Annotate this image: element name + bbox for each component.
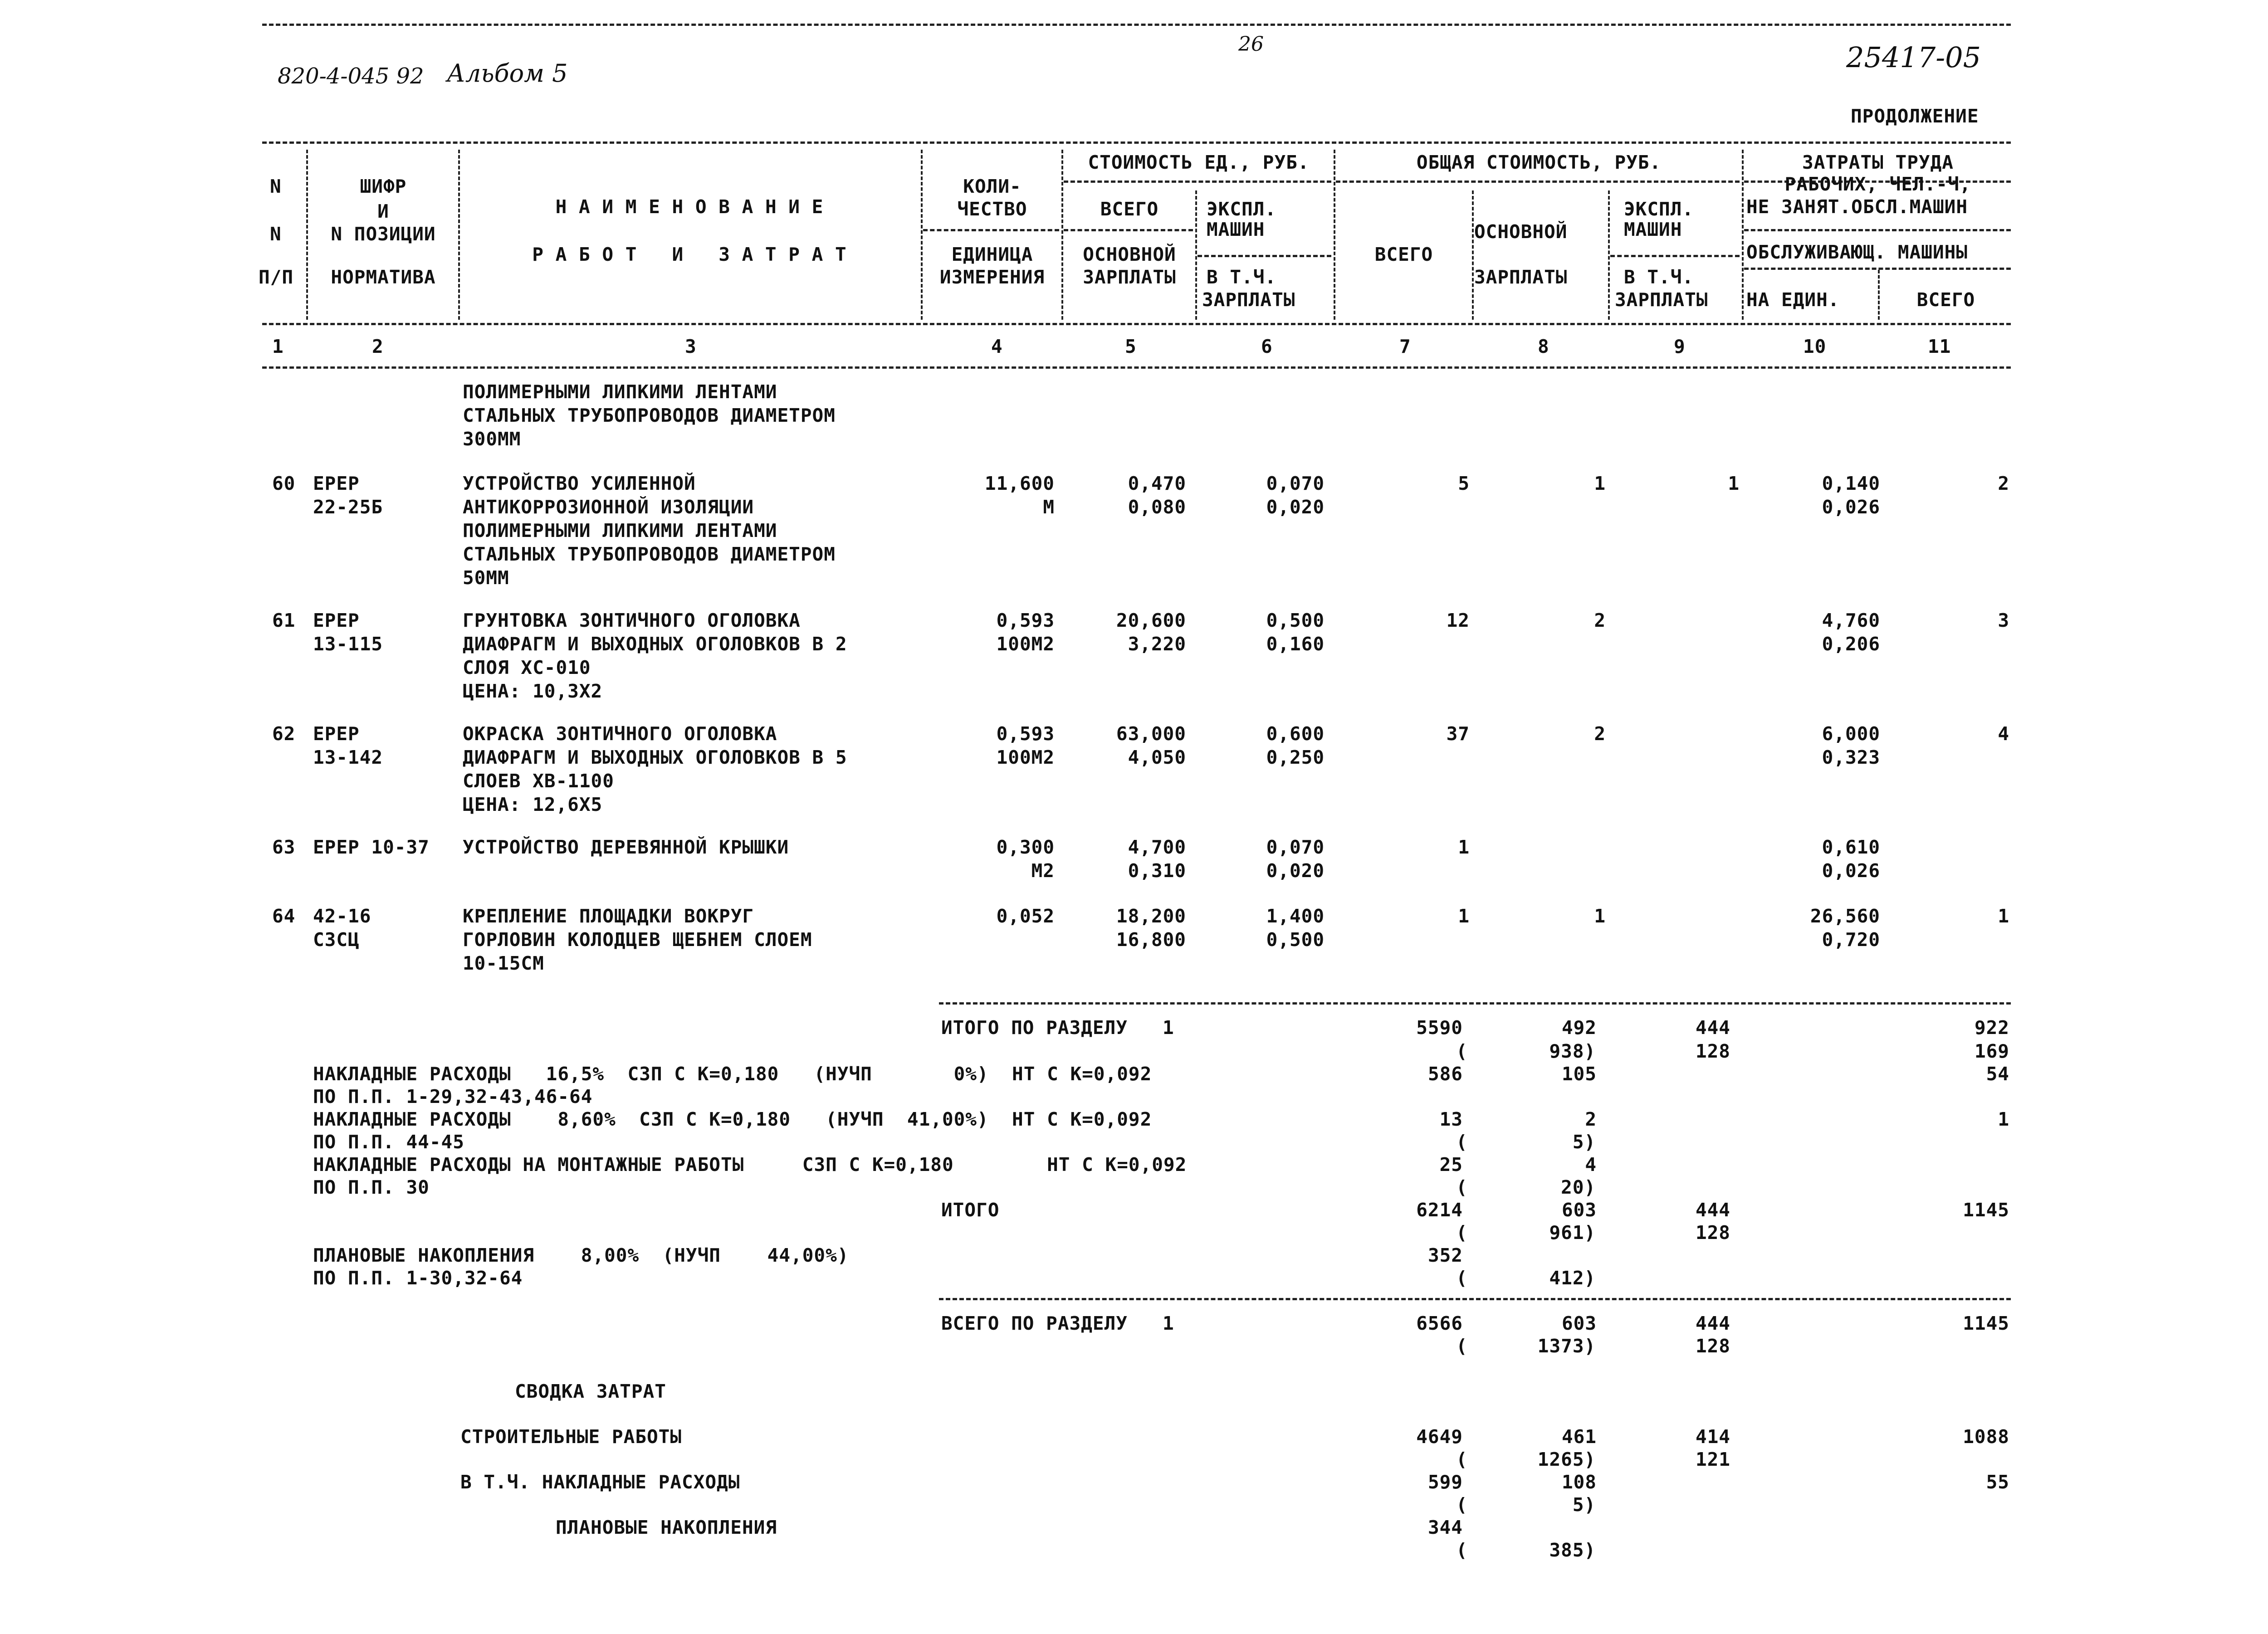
unit-cost-wage: 0,310 <box>1128 860 1186 882</box>
item-number: 64 <box>272 905 296 927</box>
col9-header: ЗАРПЛАТЫ <box>1615 289 1708 311</box>
total-cost: 1 <box>1458 836 1470 858</box>
overhead-scope: ПО П.П. 1-29,32-43,46-64 <box>313 1086 593 1107</box>
total-machines: 444 <box>1695 1312 1730 1334</box>
total-cost: 6566 <box>1416 1312 1463 1334</box>
total-cost: 599 <box>1427 1471 1463 1493</box>
labor-total: 1088 <box>1963 1426 2009 1448</box>
overhead-scope: ПО П.П. 44-45 <box>313 1131 464 1153</box>
total-wage-extra: ( 961) <box>1456 1222 1596 1244</box>
total-machines: 444 <box>1695 1017 1730 1039</box>
item-name-line: СТАЛЬНЫХ ТРУБОПРОВОДОВ ДИАМЕТРОМ <box>463 543 836 565</box>
unit-cost-wage: 3,220 <box>1128 633 1186 655</box>
col-sep <box>921 150 923 320</box>
col-number: 9 <box>1674 336 1686 357</box>
labor-total: 1145 <box>1963 1199 2009 1221</box>
labor-total: 922 <box>1974 1017 2009 1039</box>
unit-cost-wage: 0,080 <box>1128 496 1186 518</box>
col8-header: ОСНОВНОЙ <box>1474 221 1568 243</box>
unit-cost-total: 20,600 <box>1116 610 1186 631</box>
total-cost: 352 <box>1427 1244 1463 1266</box>
unit: 100М2 <box>996 633 1055 655</box>
item-name-line: ЦЕНА: 10,3Х2 <box>463 680 603 702</box>
item-code: ЕРЕР <box>313 610 360 631</box>
total-wage: 461 <box>1561 1426 1597 1448</box>
labor-total: 1 <box>1998 905 2009 927</box>
col-number: 5 <box>1125 336 1137 357</box>
col1-header: П/П <box>259 266 294 288</box>
item-name-line: 10-15СМ <box>463 952 544 974</box>
col6-header: В Т.Ч. <box>1207 266 1277 288</box>
col6-header: ЭКСПЛ. <box>1207 198 1277 220</box>
col-sep <box>1195 190 1197 320</box>
labor-total-service: 169 <box>1974 1040 2009 1062</box>
unit-cost-machines-wage: 0,020 <box>1266 496 1325 518</box>
unit: М <box>1043 496 1055 518</box>
total-cost: 25 <box>1439 1154 1463 1176</box>
total-wage: 1 <box>1594 905 1606 927</box>
labor-total: 55 <box>1986 1471 2009 1493</box>
item-name-line: ГРУНТОВКА ЗОНТИЧНОГО ОГОЛОВКА <box>463 610 801 631</box>
section-total-label: ИТОГО ПО РАЗДЕЛУ 1 <box>941 1017 1174 1039</box>
labor-per-unit: 0,140 <box>1822 473 1880 494</box>
total-machines: 414 <box>1695 1426 1730 1448</box>
header-bottom-rule <box>262 366 2011 369</box>
item-name-line: ГОРЛОВИН КОЛОДЦЕВ ЩЕБНЕМ СЛОЕМ <box>463 929 812 951</box>
unit-cost-machines-wage: 0,020 <box>1266 860 1325 882</box>
project-number: 25417-05 <box>1846 41 1981 74</box>
total-wage: 1 <box>1594 473 1606 494</box>
total-wage: 2 <box>1594 723 1606 745</box>
col2-header: НОРМАТИВА <box>331 266 436 288</box>
col-number: 2 <box>372 336 384 357</box>
col-number: 4 <box>991 336 1003 357</box>
item-code: 42-16 <box>313 905 371 927</box>
col2-header: ШИФР <box>360 176 407 197</box>
labor-header: РАБОЧИХ, ЧЕЛ.-Ч, <box>1784 173 1971 195</box>
c9-rule <box>1610 255 1740 257</box>
col3-header: Н А И М Е Н О В А Н И Е <box>555 196 824 218</box>
col-number: 3 <box>685 336 697 357</box>
c6-rule <box>1198 255 1331 257</box>
unit-cost-wage: 16,800 <box>1116 929 1186 951</box>
col8-header: ЗАРПЛАТЫ <box>1474 266 1568 288</box>
labor-per-unit: 26,560 <box>1810 905 1880 927</box>
item-name-line: УСТРОЙСТВО ДЕРЕВЯННОЙ КРЫШКИ <box>463 836 789 858</box>
col-sep <box>1061 150 1063 320</box>
total-cost-rule <box>1336 180 1740 183</box>
header-mid-rule <box>262 323 2011 325</box>
item-code: 22-25Б <box>313 496 383 518</box>
col1-header: N <box>270 176 282 197</box>
total-wage: 105 <box>1561 1063 1597 1085</box>
item-name-line: СЛОЯ ХС-010 <box>463 657 591 678</box>
total-wage-extra: ( 20) <box>1456 1176 1596 1198</box>
labor-total: 3 <box>1998 610 2009 631</box>
top-rule <box>262 24 2011 26</box>
labor-header: ЗАТРАТЫ ТРУДА <box>1802 151 1954 173</box>
labor-per-unit-service: 0,026 <box>1822 496 1880 518</box>
col2-header: N ПОЗИЦИИ <box>331 223 436 245</box>
unit-cost-total: 63,000 <box>1116 723 1186 745</box>
header-top-rule <box>262 141 2011 144</box>
col-sep <box>1878 270 1880 320</box>
col10-header: НА ЕДИН. <box>1746 289 1840 311</box>
total-cost: 13 <box>1439 1108 1463 1130</box>
col4-header: КОЛИ- <box>963 176 1022 197</box>
unit-cost-rule <box>1064 180 1331 183</box>
col-number: 7 <box>1399 336 1411 357</box>
unit-cost-machines: 0,600 <box>1266 723 1325 745</box>
overhead-scope: ПО П.П. 30 <box>313 1176 430 1198</box>
unit-cost-header: СТОИМОСТЬ ЕД., РУБ. <box>1088 151 1310 173</box>
unit-cost-machines: 0,070 <box>1266 836 1325 858</box>
item-code: СЗСЦ <box>313 929 360 951</box>
total-cost: 37 <box>1446 723 1470 745</box>
unit-cost-machines: 0,500 <box>1266 610 1325 631</box>
labor-header: НЕ ЗАНЯТ.ОБСЛ.МАШИН <box>1746 196 1968 218</box>
total-wage-extra: ( 1373) <box>1456 1335 1596 1357</box>
col9-header: МАШИН <box>1624 219 1682 240</box>
total-wage: 2 <box>1585 1108 1597 1130</box>
labor-per-unit-service: 0,720 <box>1822 929 1880 951</box>
col-sep <box>306 150 308 320</box>
construction-works-label: СТРОИТЕЛЬНЫЕ РАБОТЫ <box>460 1426 682 1448</box>
col3-header: Р А Б О Т И З А Т Р А Т <box>532 244 847 265</box>
unit-cost-machines: 0,070 <box>1266 473 1325 494</box>
total-cost: 6214 <box>1416 1199 1463 1221</box>
col-number: 6 <box>1261 336 1273 357</box>
unit-cost-total: 4,700 <box>1128 836 1186 858</box>
total-wage-extra: ( 5) <box>1456 1494 1596 1516</box>
item-name-line: СТАЛЬНЫХ ТРУБОПРОВОДОВ ДИАМЕТРОМ <box>463 405 836 426</box>
planned-savings-line: ПЛАНОВЫЕ НАКОПЛЕНИЯ 8,00% (НУЧП 44,00%) <box>313 1244 849 1266</box>
labor-rule-3 <box>1744 268 2011 270</box>
col4-header: ЧЕСТВО <box>957 198 1027 220</box>
quantity: 0,593 <box>996 610 1055 631</box>
labor-per-unit: 0,610 <box>1822 836 1880 858</box>
col-number: 11 <box>1928 336 1951 357</box>
summary-rule <box>939 1002 2011 1005</box>
col6-header: МАШИН <box>1207 219 1265 240</box>
quantity: 0,593 <box>996 723 1055 745</box>
col5-header: ЗАРПЛАТЫ <box>1083 266 1176 288</box>
section-grand-total-label: ВСЕГО ПО РАЗДЕЛУ 1 <box>941 1312 1174 1334</box>
subtotal-label: ИТОГО <box>941 1199 1000 1221</box>
summary-rule <box>939 1298 2011 1300</box>
overhead-summary-label: В Т.Ч. НАКЛАДНЫЕ РАСХОДЫ <box>460 1471 740 1493</box>
col4-header: ИЗМЕРЕНИЯ <box>939 266 1045 288</box>
unit: 100М2 <box>996 746 1055 768</box>
total-wage: 603 <box>1561 1199 1597 1221</box>
total-wage-extra: ( 938) <box>1456 1040 1596 1062</box>
col6-header: ЗАРПЛАТЫ <box>1202 289 1295 311</box>
quantity: 0,052 <box>996 905 1055 927</box>
item-number: 63 <box>272 836 296 858</box>
labor-rule-2 <box>1744 229 2011 231</box>
unit-cost-total: 0,470 <box>1128 473 1186 494</box>
item-name-line: 50ММ <box>463 567 509 589</box>
continuation-label: ПРОДОЛЖЕНИЕ <box>1851 105 1979 127</box>
col5-header: ВСЕГО <box>1100 198 1159 220</box>
col-number: 10 <box>1803 336 1827 357</box>
labor-total: 4 <box>1998 723 2009 745</box>
quantity: 0,300 <box>996 836 1055 858</box>
qty-rule <box>923 229 1059 231</box>
quantity: 11,600 <box>984 473 1055 494</box>
total-cost: 1 <box>1458 905 1470 927</box>
total-cost: 5 <box>1458 473 1470 494</box>
item-code: ЕРЕР <box>313 723 360 745</box>
labor-total: 54 <box>1986 1063 2009 1085</box>
unit-cost-machines: 1,400 <box>1266 905 1325 927</box>
item-name-line: ДИАФРАГМ И ВЫХОДНЫХ ОГОЛОВКОВ В 2 <box>463 633 847 655</box>
col5-header: ОСНОВНОЙ <box>1083 244 1176 265</box>
unit: М2 <box>1031 860 1055 882</box>
doc-code: 820-4-045 92 <box>278 63 424 89</box>
total-machines-wage: 128 <box>1695 1040 1730 1062</box>
total-wage: 108 <box>1561 1471 1597 1493</box>
item-name-line: АНТИКОРРОЗИОННОЙ ИЗОЛЯЦИИ <box>463 496 754 518</box>
col11-header: ВСЕГО <box>1916 289 1975 311</box>
total-machines-wage: 121 <box>1695 1449 1730 1470</box>
item-code: ЕРЕР <box>313 473 360 494</box>
item-name-line: ОКРАСКА ЗОНТИЧНОГО ОГОЛОВКА <box>463 723 777 745</box>
col2-header: И <box>377 200 389 222</box>
total-wage-extra: ( 1265) <box>1456 1449 1596 1470</box>
col-number: 8 <box>1538 336 1549 357</box>
labor-per-unit-service: 0,323 <box>1822 746 1880 768</box>
total-cost: 4649 <box>1416 1426 1463 1448</box>
total-machines: 444 <box>1695 1199 1730 1221</box>
total-cost-header: ОБЩАЯ СТОИМОСТЬ, РУБ. <box>1416 151 1662 173</box>
unit-cost-wage: 4,050 <box>1128 746 1186 768</box>
overhead-line: НАКЛАДНЫЕ РАСХОДЫ 8,60% СЗП С К=0,180 (НУЧП 41,00%) НТ С К=0,092 <box>313 1108 1152 1130</box>
total-machines: 1 <box>1728 473 1740 494</box>
col1-header: N <box>270 223 282 245</box>
total-wage-extra: ( 412) <box>1456 1267 1596 1289</box>
item-name-line: ПОЛИМЕРНЫМИ ЛИПКИМИ ЛЕНТАМИ <box>463 520 777 541</box>
col9-header: ЭКСПЛ. <box>1624 198 1694 220</box>
total-wage: 492 <box>1561 1017 1597 1039</box>
unit-cost-machines-wage: 0,250 <box>1266 746 1325 768</box>
col-sep <box>458 150 460 320</box>
col-sep <box>1742 150 1744 320</box>
item-number: 60 <box>272 473 296 494</box>
total-cost: 586 <box>1427 1063 1463 1085</box>
labor-service-header: ОБСЛУЖИВАЮЩ. МАШИНЫ <box>1746 241 1968 263</box>
item-name-line: ПОЛИМЕРНЫМИ ЛИПКИМИ ЛЕНТАМИ <box>463 381 777 403</box>
overhead-line: НАКЛАДНЫЕ РАСХОДЫ 16,5% СЗП С К=0,180 (НУЧП 0%) НТ С К=0,092 <box>313 1063 1152 1085</box>
total-wage: 603 <box>1561 1312 1597 1334</box>
item-number: 61 <box>272 610 296 631</box>
total-wage: 4 <box>1585 1154 1597 1176</box>
total-cost: 5590 <box>1416 1017 1463 1039</box>
labor-total: 1 <box>1998 1108 2009 1130</box>
cost-summary-title: СВОДКА ЗАТРАТ <box>515 1380 666 1402</box>
total-cost: 12 <box>1446 610 1470 631</box>
total-machines-wage: 128 <box>1695 1335 1730 1357</box>
item-name-line: 300ММ <box>463 428 521 450</box>
unit-cost-machines-wage: 0,500 <box>1266 929 1325 951</box>
labor-total: 2 <box>1998 473 2009 494</box>
col-sep <box>1608 190 1610 320</box>
col-sep <box>1334 150 1335 320</box>
planned-savings-summary-label: ПЛАНОВЫЕ НАКОПЛЕНИЯ <box>556 1517 777 1538</box>
item-name-line: ЦЕНА: 12,6Х5 <box>463 794 603 815</box>
overhead-line: НАКЛАДНЫЕ РАСХОДЫ НА МОНТАЖНЫЕ РАБОТЫ СЗП С К=0,180 НТ С К=0,092 <box>313 1154 1187 1176</box>
labor-per-unit-service: 0,026 <box>1822 860 1880 882</box>
col-number: 1 <box>272 336 284 357</box>
item-name-line: СЛОЕВ ХВ-1100 <box>463 770 614 792</box>
unit-cost-machines-wage: 0,160 <box>1266 633 1325 655</box>
total-wage: 2 <box>1594 610 1606 631</box>
page-number: 26 <box>1238 33 1264 56</box>
unit-cost-total: 18,200 <box>1116 905 1186 927</box>
item-name-line: УСТРОЙСТВО УСИЛЕННОЙ <box>463 473 696 494</box>
col7-header: ВСЕГО <box>1374 244 1433 265</box>
labor-total: 1145 <box>1963 1312 2009 1334</box>
total-machines-wage: 128 <box>1695 1222 1730 1244</box>
col9-header: В Т.Ч. <box>1624 266 1694 288</box>
total-wage-extra: ( 5) <box>1456 1131 1596 1153</box>
planned-savings-scope: ПО П.П. 1-30,32-64 <box>313 1267 523 1289</box>
col-sep <box>1472 190 1474 320</box>
item-code: ЕРЕР 10-37 <box>313 836 430 858</box>
total-cost: 344 <box>1427 1517 1463 1538</box>
item-code: 13-115 <box>313 633 383 655</box>
item-name-line: ДИАФРАГМ И ВЫХОДНЫХ ОГОЛОВКОВ В 5 <box>463 746 847 768</box>
item-name-line: КРЕПЛЕНИЕ ПЛОЩАДКИ ВОКРУГ <box>463 905 754 927</box>
labor-per-unit: 6,000 <box>1822 723 1880 745</box>
c5-rule <box>1064 229 1193 231</box>
item-number: 62 <box>272 723 296 745</box>
album-label: Альбом 5 <box>447 59 568 88</box>
item-code: 13-142 <box>313 746 383 768</box>
col4-header: ЕДИНИЦА <box>951 244 1033 265</box>
labor-per-unit: 4,760 <box>1822 610 1880 631</box>
labor-per-unit-service: 0,206 <box>1822 633 1880 655</box>
total-wage-extra: ( 385) <box>1456 1539 1596 1561</box>
